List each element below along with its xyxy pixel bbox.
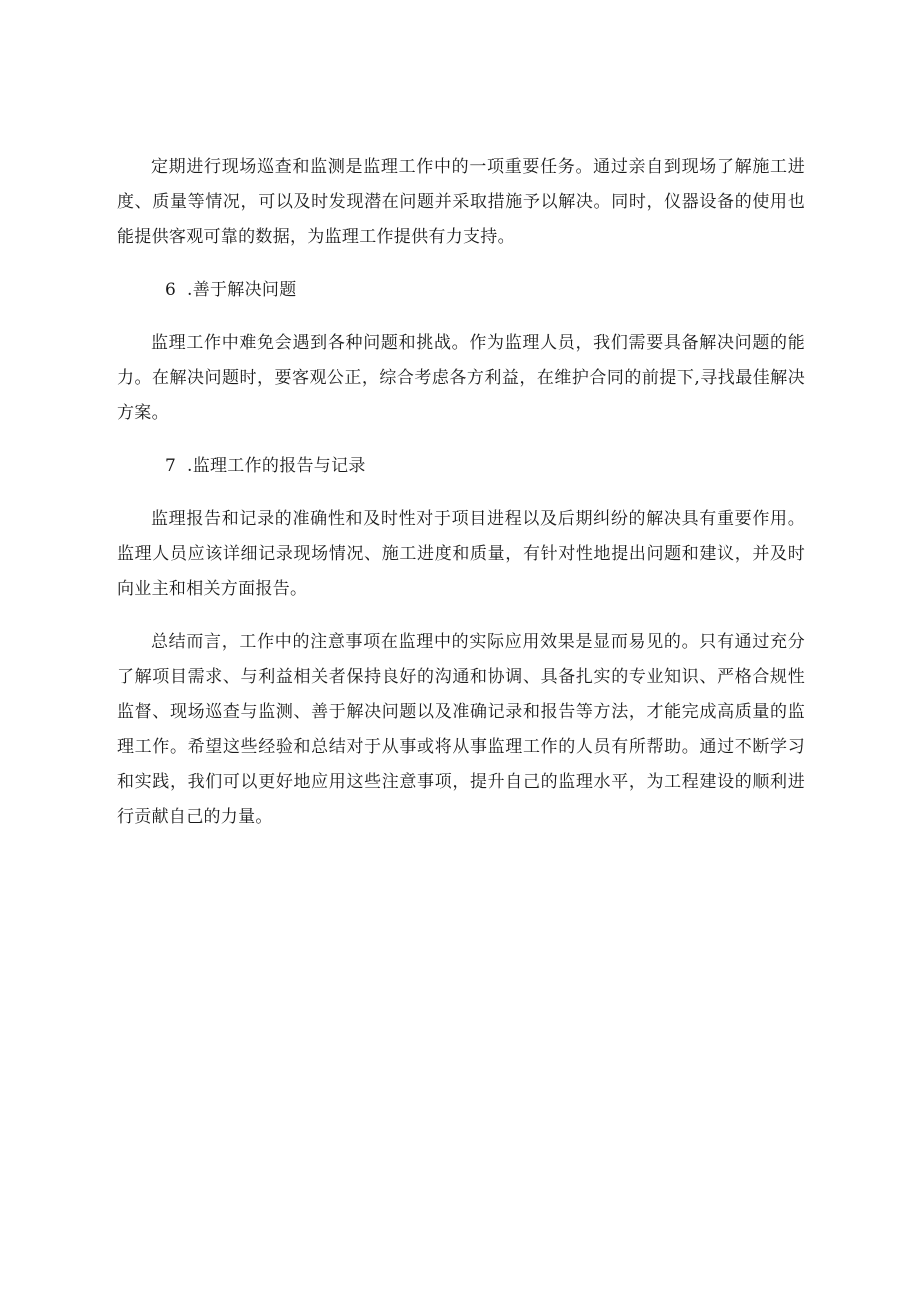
paragraph-problem-solving: 监理工作中难免会遇到各种问题和挑战。作为监理人员，我们需要具备解决问题的能力。在解决问题时，要客观公正，综合考虑各方利益，在维护合同的前提下,寻找最佳解决方案。 (117, 333, 805, 423)
paragraph-conclusion: 总结而言，工作中的注意事项在监理中的实际应用效果是显而易见的。只有通过充分了解项目需求、与利益相关者保持良好的沟通和协调、具备扎实的专业知识、严格合规性监督、现场巡查与监测、善于解决问题以及准确记录和报告等方法，才能完成高质量的监理工作。希望这些经验和总结对于从事或将从事监理工作的人员有所帮助。通过不断学习和实践，我们可以更好地应用这些注意事项，提升自己的监理水平，为工程建设的顺利进行贡献自己的力量。 (117, 632, 805, 827)
section-title: .善于解决问题 (187, 280, 297, 300)
section-number: 6 (165, 280, 177, 300)
paragraph-site-inspection: 定期进行现场巡查和监测是监理工作中的一项重要任务。通过亲自到现场了解施工进度、质量等情况，可以及时发现潜在问题并采取措施予以解决。同时，仪器设备的使用也能提供客观可靠的数据，为监理工作提供有力支持。 (117, 157, 805, 247)
section-heading-6 (117, 273, 805, 308)
section-heading-7 (117, 449, 805, 484)
section-title: .监理工作的报告与记录 (187, 456, 366, 476)
document-body (117, 150, 805, 853)
section-number: 7 (165, 456, 177, 476)
paragraph-reporting: 监理报告和记录的准确性和及时性对于项目进程以及后期纠纷的解决具有重要作用。监理人员应该详细记录现场情况、施工进度和质量，有针对性地提出问题和建议，并及时向业主和相关方面报告。 (117, 509, 805, 599)
